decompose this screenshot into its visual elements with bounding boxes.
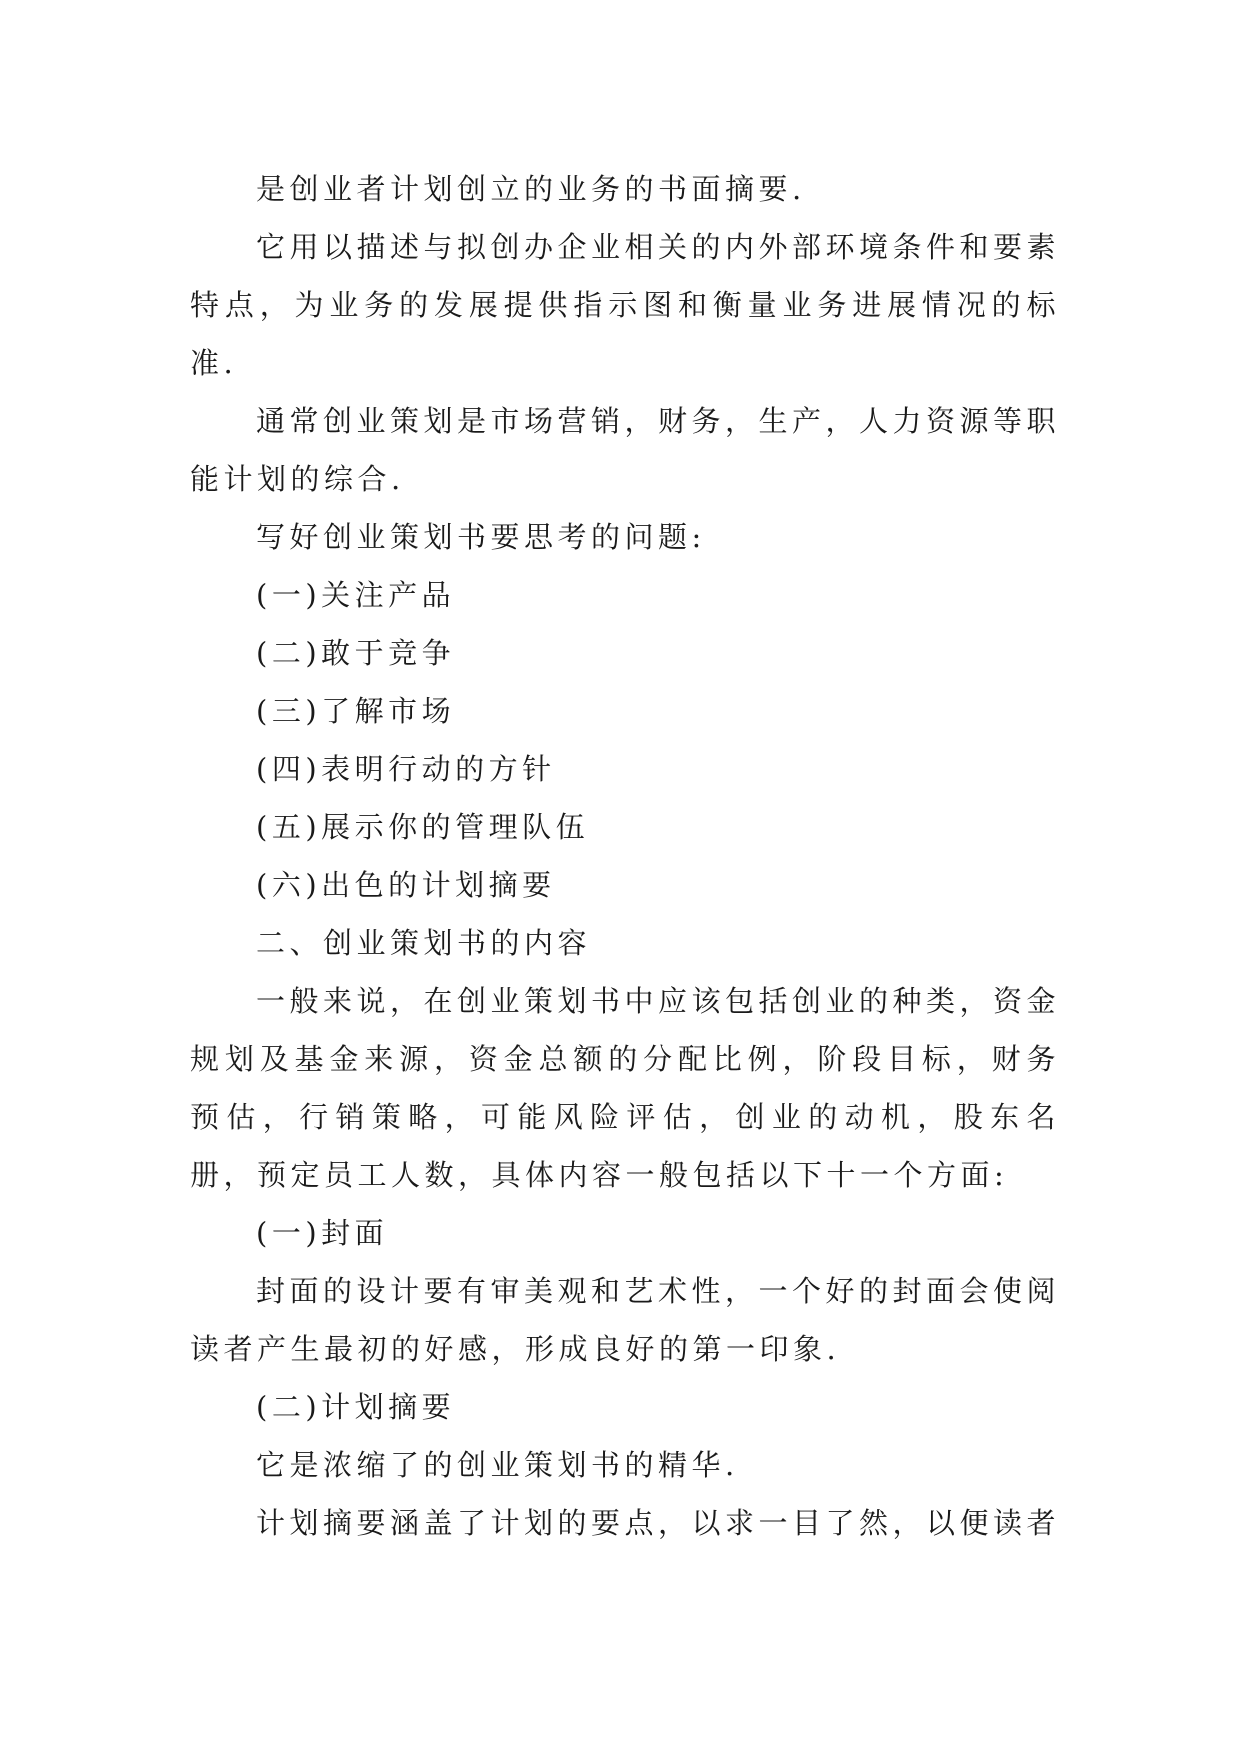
list-item-plan-summary: (六)出色的计划摘要 xyxy=(256,868,556,902)
paragraph-cover-design: 封面的设计要有审美观和艺术性，一个好的封面会使阅读者产生最初的好感，形成良好的第一印象. xyxy=(190,1274,1061,1366)
paragraph-composition: 通常创业策划是市场营销，财务，生产，人力资源等职能计划的综合. xyxy=(190,404,1061,496)
list-item-focus-product: (一)关注产品 xyxy=(256,578,456,612)
list-item-management-team: (五)展示你的管理队伍 xyxy=(256,810,590,844)
paragraph-summary-points: 计划摘要涵盖了计划的要点，以求一目了然，以便读者 xyxy=(256,1506,1061,1540)
section-heading-contents: 二、创业策划书的内容 xyxy=(256,926,592,960)
paragraph-intro-summary: 是创业者计划创立的业务的书面摘要. xyxy=(256,172,806,206)
paragraph-contents-overview: 一般来说，在创业策划书中应该包括创业的种类，资金规划及基金来源，资金总额的分配比例，阶段目标，财务预估，行销策略，可能风险评估，创业的动机，股东名册，预定员工人数，具体内容一般包括以下十一个方面: xyxy=(190,984,1061,1192)
paragraph-purpose: 它用以描述与拟创办企业相关的内外部环境条件和要素特点，为业务的发展提供指示图和衡量业务进展情况的标准. xyxy=(190,230,1061,380)
subheading-plan-summary: (二)计划摘要 xyxy=(256,1390,456,1424)
document-page xyxy=(190,160,1060,1552)
paragraph-summary-essence: 它是浓缩了的创业策划书的精华. xyxy=(256,1448,739,1482)
list-item-compete: (二)敢于竞争 xyxy=(256,636,456,670)
list-item-action-policy: (四)表明行动的方针 xyxy=(256,752,556,786)
subheading-cover: (一)封面 xyxy=(256,1216,389,1250)
list-item-know-market: (三)了解市场 xyxy=(256,694,456,728)
paragraph-questions-heading: 写好创业策划书要思考的问题: xyxy=(256,520,706,554)
